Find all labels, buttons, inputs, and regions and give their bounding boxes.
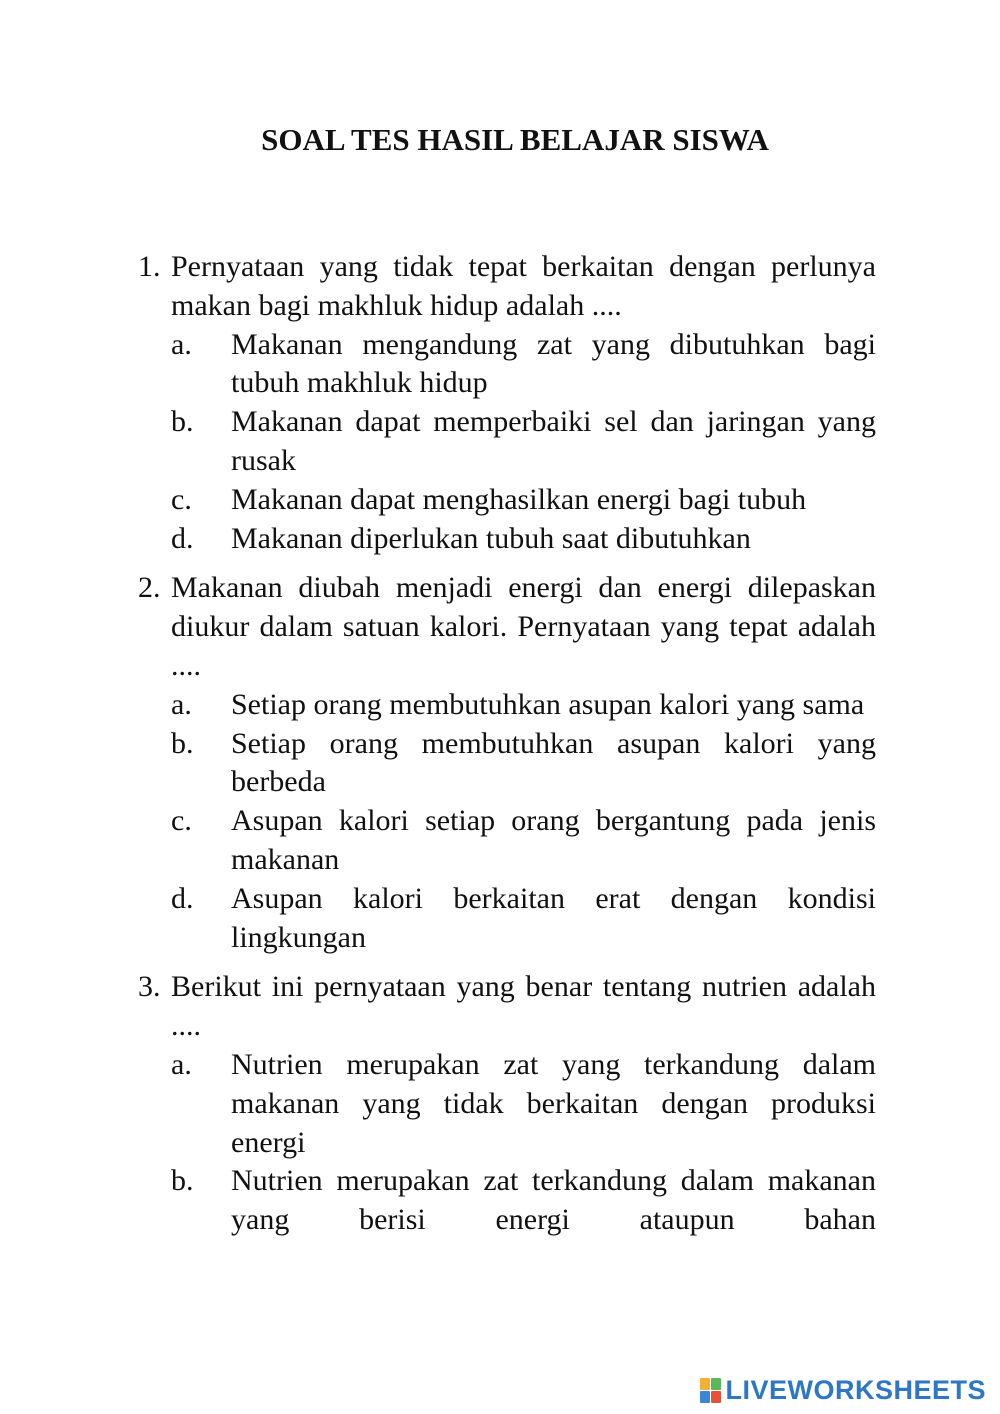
option-letter: b.	[171, 1164, 194, 1198]
option-text: Makanan mengandung zat yang dibutuhkan bagi tubuh makhluk hidup	[231, 327, 876, 400]
option-letter: c.	[171, 804, 192, 838]
option-a[interactable]	[171, 326, 876, 404]
option-c[interactable]	[171, 481, 876, 520]
option-b[interactable]	[171, 403, 876, 481]
question-text: Berikut ini pernyataan yang benar tentang nutrien adalah ....	[171, 970, 876, 1043]
option-text: Setiap orang membutuhkan asupan kalori yang sama	[231, 687, 865, 721]
question-1	[138, 248, 876, 558]
option-list	[171, 326, 876, 559]
brand-name: LIVEWORKSHEETS	[725, 1375, 986, 1405]
option-letter: a.	[171, 1047, 192, 1081]
option-b[interactable]	[171, 725, 876, 803]
option-text: Asupan kalori berkaitan erat dengan kondisi lingkungan	[231, 881, 876, 954]
question-text: Pernyataan yang tidak tepat berkaitan dengan perlunya makan bagi makhluk hidup adalah ....	[171, 250, 876, 322]
option-b[interactable]	[171, 1162, 876, 1240]
question-text: Makanan diubah menjadi energi dan energi dilepaskan diukur dalam satuan kalori. Pernyataan yang tepat adalah ....	[171, 571, 876, 682]
option-d[interactable]	[171, 880, 876, 958]
option-a[interactable]	[171, 686, 876, 725]
liveworksheets-logo-icon	[700, 1378, 721, 1403]
option-text: Makanan dapat menghasilkan energi bagi tubuh	[231, 482, 807, 516]
question-number: 3.	[138, 970, 161, 1004]
option-letter: d.	[171, 881, 194, 915]
option-letter: b.	[171, 726, 194, 760]
option-text: Asupan kalori setiap orang bergantung pada jenis makanan	[231, 804, 876, 876]
logo-square-yellow	[700, 1378, 710, 1390]
liveworksheets-branding[interactable]	[700, 1375, 986, 1406]
option-letter: a.	[171, 687, 192, 721]
option-letter: a.	[171, 327, 192, 361]
option-text: Makanan diperlukan tubuh saat dibutuhkan	[231, 521, 751, 555]
option-text: Nutrien merupakan zat yang terkandung dalam makanan yang tidak berkaitan dengan produksi energi	[231, 1047, 876, 1159]
option-list	[171, 1046, 876, 1240]
option-c[interactable]	[171, 802, 876, 880]
option-a[interactable]	[171, 1046, 876, 1162]
question-number: 2.	[138, 571, 161, 605]
question-2	[138, 569, 876, 957]
option-text: Nutrien merupakan zat terkandung dalam makanan yang berisi energi ataupun bahan	[231, 1164, 876, 1237]
logo-square-blue	[700, 1391, 710, 1403]
logo-square-green	[711, 1378, 721, 1390]
option-letter: c.	[171, 482, 192, 516]
option-text: Makanan dapat memperbaiki sel dan jaringan yang rusak	[231, 405, 876, 477]
option-letter: b.	[171, 405, 194, 439]
question-number: 1.	[138, 250, 161, 283]
question-list	[138, 248, 876, 1251]
option-letter: d.	[171, 521, 194, 555]
option-text: Setiap orang membutuhkan asupan kalori yang berbeda	[231, 726, 876, 799]
option-d[interactable]	[171, 520, 876, 559]
logo-square-red	[711, 1391, 721, 1403]
question-3	[138, 968, 876, 1240]
option-list	[171, 686, 876, 958]
page-title: SOAL TES HASIL BELAJAR SISWA	[261, 122, 769, 157]
